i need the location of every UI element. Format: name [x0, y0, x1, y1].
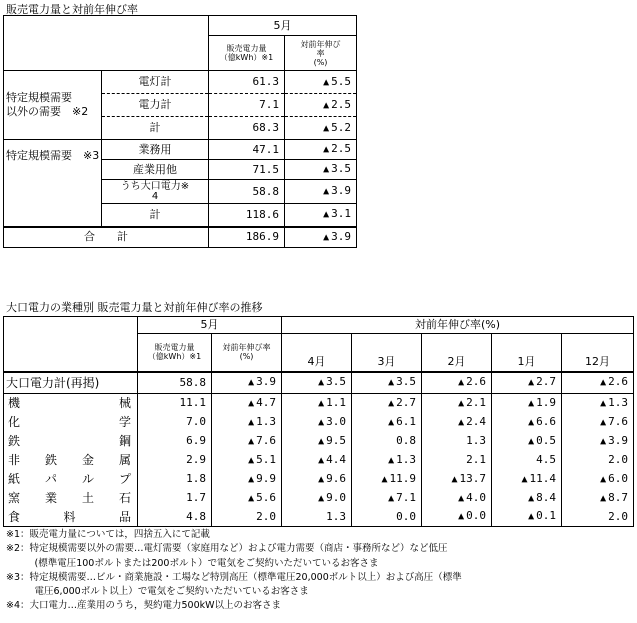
- decrease-triangle-icon: ▲: [248, 435, 255, 447]
- industry-label: 機械: [4, 394, 138, 413]
- decrease-triangle-icon: ▲: [600, 435, 607, 447]
- footnote: ※4：大口電力…産業用のうち，契約電力500kW以上のお客さま: [6, 600, 282, 612]
- footnote: ※1：販売電力量については，四捨五入にて記載: [6, 529, 210, 540]
- row-label: うち大口電力※ 4: [102, 180, 209, 204]
- growth-value: ▲ 0.5: [492, 432, 562, 451]
- decrease-triangle-icon: ▲: [318, 454, 325, 466]
- table1-month-header: 5月: [209, 16, 357, 36]
- footnote: ※2：特定規模需要以外の需要…電灯需要（家庭用など）および電力需要（商店・事務所など）など低圧: [6, 543, 448, 555]
- growth-value: ▲ 3.0: [282, 413, 352, 432]
- decrease-triangle-icon: ▲: [458, 511, 465, 523]
- table1-corner: [4, 16, 209, 71]
- decrease-triangle-icon: ▲: [318, 435, 325, 447]
- decrease-triangle-icon: ▲: [248, 492, 255, 504]
- sales-value: 1.8: [138, 470, 212, 489]
- footnote: 電圧6,000ボルト以上）で電気をご契約いただいているお客さま: [6, 586, 309, 598]
- sales-value: 68.3: [209, 117, 285, 140]
- growth-value: ▲ 13.7: [422, 470, 492, 489]
- row-label: 電灯計: [102, 71, 209, 94]
- table2-corner: [4, 317, 138, 372]
- industry-label: 化学: [4, 413, 138, 432]
- decrease-triangle-icon: ▲: [458, 416, 465, 428]
- industry-table: [3, 316, 634, 527]
- decrease-triangle-icon: ▲: [248, 473, 255, 485]
- growth-value: ▲ 3.5: [285, 160, 357, 180]
- table-row: [4, 432, 634, 451]
- growth-value: ▲ 9.0: [282, 489, 352, 508]
- growth-value: 2.0: [562, 508, 634, 527]
- sales-value: 47.1: [209, 140, 285, 160]
- table-row: [4, 413, 634, 432]
- growth-value: ▲ 7.1: [352, 489, 422, 508]
- row-label: 電力計: [102, 94, 209, 117]
- industry-label: 非鉄金属: [4, 451, 138, 470]
- table-row: [4, 470, 634, 489]
- sales-value: 11.1: [138, 394, 212, 413]
- growth-value: ▲ 9.6: [282, 470, 352, 489]
- growth-value: 0.0: [352, 508, 422, 527]
- decrease-triangle-icon: ▲: [528, 511, 535, 523]
- table2-month-header: 5月: [138, 317, 282, 334]
- decrease-triangle-icon: ▲: [318, 397, 325, 409]
- decrease-triangle-icon: ▲: [600, 377, 607, 389]
- decrease-triangle-icon: ▲: [323, 122, 330, 134]
- table-row: [4, 451, 634, 470]
- decrease-triangle-icon: ▲: [388, 397, 395, 409]
- growth-value: 2.0: [212, 508, 282, 527]
- growth-value: ▲ 0.1: [492, 508, 562, 527]
- growth-value: ▲ 2.7: [352, 394, 422, 413]
- total-label: 合 計: [4, 227, 209, 248]
- decrease-triangle-icon: ▲: [600, 473, 607, 485]
- decrease-triangle-icon: ▲: [388, 416, 395, 428]
- table2-growth-header: 対前年伸び率(%): [282, 317, 634, 334]
- sales-value: 71.5: [209, 160, 285, 180]
- decrease-triangle-icon: ▲: [451, 473, 458, 485]
- decrease-triangle-icon: ▲: [323, 231, 330, 243]
- growth-value: ▲ 3.5: [352, 372, 422, 394]
- decrease-triangle-icon: ▲: [381, 473, 388, 485]
- growth-value: ▲ 4.7: [212, 394, 282, 413]
- growth-value: ▲ 6.6: [492, 413, 562, 432]
- decrease-triangle-icon: ▲: [458, 397, 465, 409]
- growth-value: ▲ 8.7: [562, 489, 634, 508]
- sales-value: 61.3: [209, 71, 285, 94]
- growth-value: ▲ 2.5: [285, 94, 357, 117]
- growth-value: ▲ 11.9: [352, 470, 422, 489]
- decrease-triangle-icon: ▲: [323, 99, 330, 111]
- growth-value: ▲ 3.9: [562, 432, 634, 451]
- decrease-triangle-icon: ▲: [318, 416, 325, 428]
- sales-value: 4.8: [138, 508, 212, 527]
- decrease-triangle-icon: ▲: [388, 454, 395, 466]
- growth-value: ▲ 2.1: [422, 394, 492, 413]
- decrease-triangle-icon: ▲: [458, 377, 465, 389]
- sales-value: 1.7: [138, 489, 212, 508]
- table2-growth-col-header: 対前年伸び率 (%): [212, 334, 282, 372]
- growth-value: ▲ 3.1: [285, 204, 357, 227]
- decrease-triangle-icon: ▲: [248, 416, 255, 428]
- sales-value: 6.9: [138, 432, 212, 451]
- growth-value: ▲ 9.9: [212, 470, 282, 489]
- table-row: [4, 394, 634, 413]
- decrease-triangle-icon: ▲: [248, 454, 255, 466]
- table1-title: 販売電力量と対前年伸び率: [6, 3, 138, 16]
- row-label: 業務用: [102, 140, 209, 160]
- growth-value: ▲ 8.4: [492, 489, 562, 508]
- growth-value: 4.5: [492, 451, 562, 470]
- table-row: [4, 372, 634, 394]
- industry-label: 鉄鋼: [4, 432, 138, 451]
- decrease-triangle-icon: ▲: [248, 397, 255, 409]
- growth-value: ▲ 3.9: [212, 372, 282, 394]
- month-header: 4月: [282, 334, 352, 372]
- footnote: ※3：特定規模需要…ビル・商業施設・工場など特別高圧（標準電圧20,000ボルト以上）および高圧（標準: [6, 571, 462, 583]
- growth-value: ▲ 6.1: [352, 413, 422, 432]
- growth-value: ▲ 3.5: [282, 372, 352, 394]
- growth-value: ▲ 5.2: [285, 117, 357, 140]
- footnote: (標準電圧100ボルトまたは200ボルト）で電気をご契約いただいているお客さま: [6, 557, 379, 569]
- row-label: 計: [102, 204, 209, 227]
- table-row: [4, 489, 634, 508]
- sales-value: 7.0: [138, 413, 212, 432]
- decrease-triangle-icon: ▲: [323, 186, 330, 197]
- growth-value: ▲ 5.5: [285, 71, 357, 94]
- growth-value: ▲ 11.4: [492, 470, 562, 489]
- growth-value: 2.0: [562, 451, 634, 470]
- industry-label: 食料品: [4, 508, 138, 527]
- growth-value: 1.3: [282, 508, 352, 527]
- decrease-triangle-icon: ▲: [388, 377, 395, 389]
- sales-value: 58.8: [209, 180, 285, 204]
- growth-value: ▲ 1.3: [562, 394, 634, 413]
- table2-sales-header: 販売電力量 （億kWh）※1: [138, 334, 212, 372]
- decrease-triangle-icon: ▲: [521, 473, 528, 485]
- decrease-triangle-icon: ▲: [318, 492, 325, 504]
- growth-value: ▲ 2.5: [285, 140, 357, 160]
- decrease-triangle-icon: ▲: [528, 492, 535, 504]
- table1-growth-header: 対前年伸び 率 (%): [285, 36, 357, 71]
- growth-value: 1.3: [422, 432, 492, 451]
- group-label-special: 特定規模需要 ※3: [4, 140, 102, 227]
- decrease-triangle-icon: ▲: [323, 76, 330, 88]
- decrease-triangle-icon: ▲: [388, 492, 395, 504]
- growth-value: ▲ 1.3: [352, 451, 422, 470]
- growth-value: ▲ 2.6: [422, 372, 492, 394]
- decrease-triangle-icon: ▲: [528, 377, 535, 389]
- row-label: 産業用他: [102, 160, 209, 180]
- decrease-triangle-icon: ▲: [528, 416, 535, 428]
- month-header: 12月: [562, 334, 634, 372]
- total-sales-value: 186.9: [209, 227, 285, 248]
- growth-value: ▲ 3.9: [285, 180, 357, 204]
- growth-value: ▲ 1.9: [492, 394, 562, 413]
- table1-sales-header: 販売電力量 （億kWh）※1: [209, 36, 285, 71]
- industry-label: 大口電力計(再掲): [4, 372, 138, 394]
- decrease-triangle-icon: ▲: [600, 492, 607, 504]
- total-growth-value: ▲ 3.9: [285, 227, 357, 248]
- decrease-triangle-icon: ▲: [528, 397, 535, 409]
- decrease-triangle-icon: ▲: [528, 435, 535, 447]
- growth-value: ▲ 7.6: [562, 413, 634, 432]
- decrease-triangle-icon: ▲: [318, 473, 325, 485]
- row-label: 計: [102, 117, 209, 140]
- decrease-triangle-icon: ▲: [600, 397, 607, 409]
- growth-value: ▲ 5.6: [212, 489, 282, 508]
- sales-table: [3, 15, 357, 248]
- month-header: 2月: [422, 334, 492, 372]
- month-header: 3月: [352, 334, 422, 372]
- growth-value: ▲ 2.4: [422, 413, 492, 432]
- growth-value: 0.8: [352, 432, 422, 451]
- sales-value: 2.9: [138, 451, 212, 470]
- table2-title: 大口電力の業種別 販売電力量と対前年伸び率の推移: [6, 301, 263, 314]
- growth-value: ▲ 5.1: [212, 451, 282, 470]
- decrease-triangle-icon: ▲: [248, 377, 255, 389]
- growth-value: ▲ 6.0: [562, 470, 634, 489]
- decrease-triangle-icon: ▲: [323, 164, 330, 175]
- footnotes: [6, 528, 462, 614]
- growth-value: ▲ 0.0: [422, 508, 492, 527]
- decrease-triangle-icon: ▲: [458, 492, 465, 504]
- growth-value: ▲ 2.6: [562, 372, 634, 394]
- growth-value: ▲ 1.3: [212, 413, 282, 432]
- growth-value: ▲ 1.1: [282, 394, 352, 413]
- growth-value: ▲ 2.7: [492, 372, 562, 394]
- decrease-triangle-icon: ▲: [323, 144, 330, 155]
- industry-label: 紙パルプ: [4, 470, 138, 489]
- growth-value: ▲ 4.0: [422, 489, 492, 508]
- decrease-triangle-icon: ▲: [323, 209, 330, 221]
- sales-value: 118.6: [209, 204, 285, 227]
- decrease-triangle-icon: ▲: [600, 416, 607, 428]
- sales-value: 7.1: [209, 94, 285, 117]
- group-label-general: 特定規模需要 以外の需要 ※2: [4, 71, 102, 140]
- industry-label: 窯業土石: [4, 489, 138, 508]
- month-header: 1月: [492, 334, 562, 372]
- growth-value: 2.1: [422, 451, 492, 470]
- growth-value: ▲ 9.5: [282, 432, 352, 451]
- sales-value: 58.8: [138, 372, 212, 394]
- growth-value: ▲ 4.4: [282, 451, 352, 470]
- growth-value: ▲ 7.6: [212, 432, 282, 451]
- decrease-triangle-icon: ▲: [318, 377, 325, 389]
- table-row: [4, 508, 634, 527]
